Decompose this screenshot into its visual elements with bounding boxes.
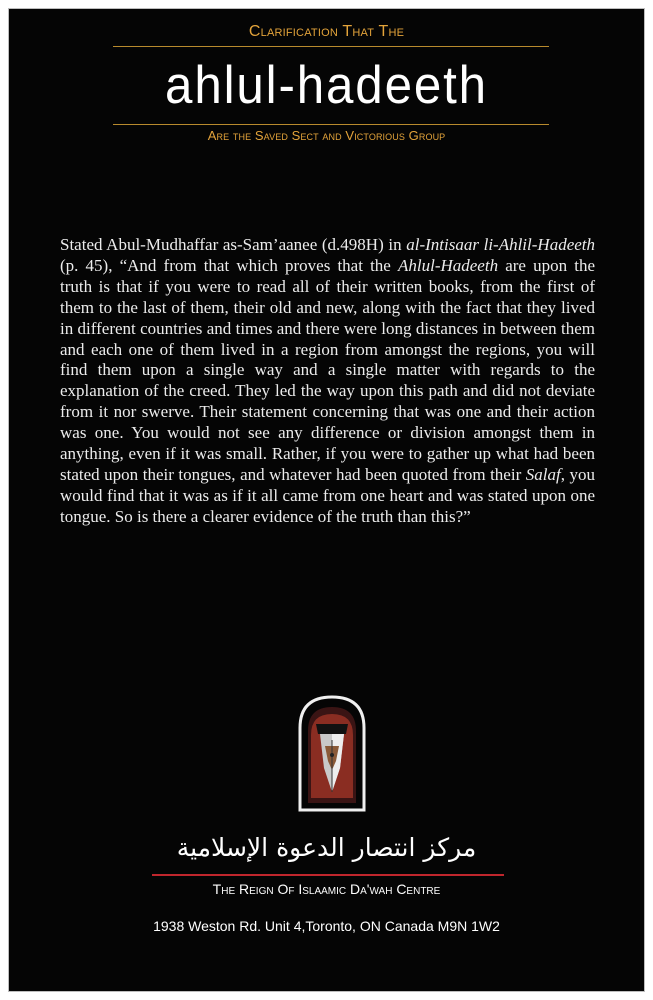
publisher-english-name: The Reign Of Islaamic Da'wah Centre: [212, 881, 441, 897]
book-back-cover: [9, 9, 644, 991]
quote-part-1: Stated Abul-Mudhaffar as-Sam’aanee (d.498H) in: [60, 235, 407, 254]
quote-salaf: Salaf: [525, 464, 561, 484]
quote-part-3: are upon the truth is that if you were to read all of their written books, from the first of them to the last of them, their old and new, along with the fact that they lived in different countries and times and there were long distances in between them and each one of them lived in a region from amongst the regions, you will find them upon a single way and a single matter with regards to the explanation of the creed. They led the way upon this path and did not deviate from it nor swerve. Their statement concerning that was one and their action was one. You would not see any difference or division amongst them in anything, even if it was small. Rather, if you were to gather up what had been stated upon their tongues, and whatever had been quoted from their: [60, 255, 595, 484]
top-gold-rule: [113, 46, 549, 47]
quote-book-title: al-Intisaar li-Ahlil-Hadeeth: [406, 235, 596, 254]
bottom-gold-rule: [113, 124, 549, 125]
cover-title: ahlul-hadeeth: [165, 56, 488, 115]
quote-ahlul-hadeeth: Ahlul-Hadeeth: [397, 255, 499, 275]
quote-part-2: (p. 45), “And from that which proves that the: [60, 255, 398, 275]
back-cover-quote: [60, 235, 595, 528]
cover-subheading: Are the Saved Sect and Victorious Group: [207, 128, 446, 143]
publisher-address: 1938 Weston Rd. Unit 4,Toronto, ON Canada M9N 1W2: [153, 918, 500, 934]
pen-nib-arch-icon: [296, 694, 368, 812]
red-divider: [152, 874, 504, 876]
cover-top-heading: Clarification That The: [248, 23, 405, 40]
publisher-arabic-name: مركز انتصار الدعوة الإسلامية: [176, 833, 477, 862]
quote-part-4: , you would find that it was as if it all came from one heart and was stated upon one tongue. So is there a clearer evidence of the truth than this?”: [60, 464, 596, 526]
